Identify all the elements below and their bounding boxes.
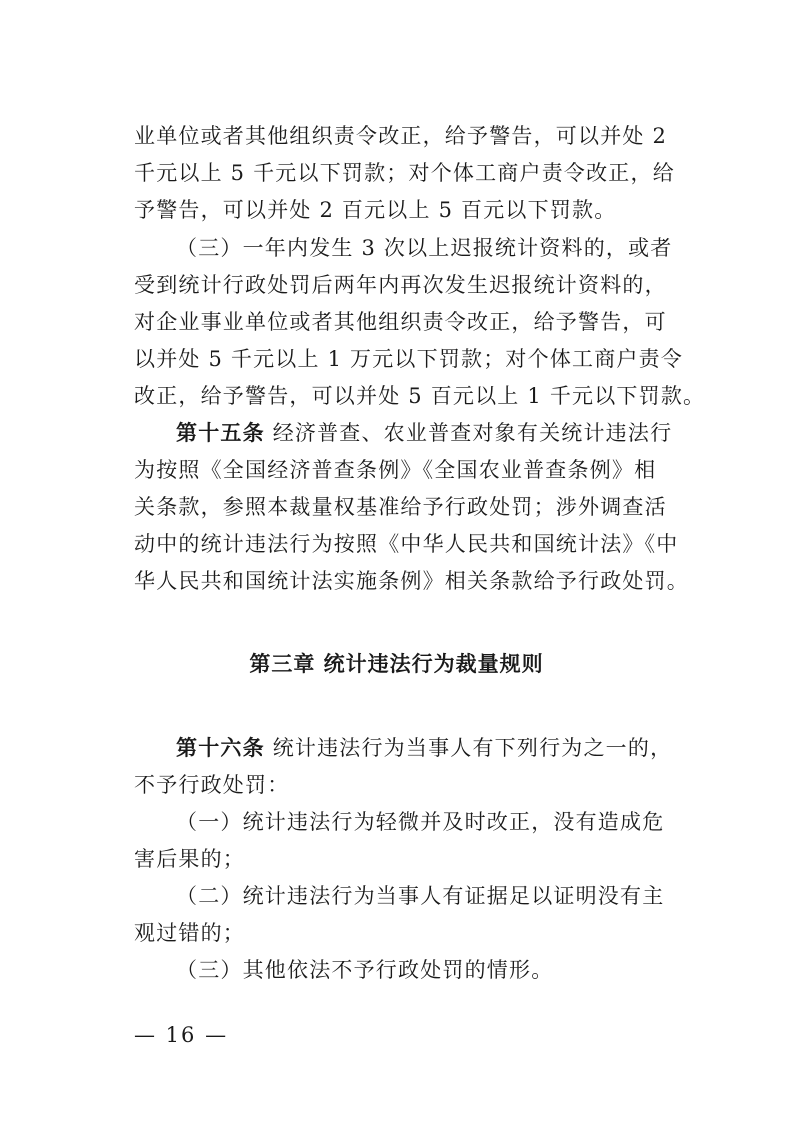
- article-heading: 第十六条: [176, 736, 265, 760]
- list-item-three: （三）其他依法不予行政处罚的情形。: [176, 958, 554, 982]
- list-item-two: （二）统计违法行为当事人有证据足以证明没有主: [176, 884, 665, 908]
- chapter-title: 第三章 统计违法行为裁量规则: [249, 652, 544, 676]
- paragraph-item-three: [134, 230, 706, 415]
- text-line: 受到统计行政处罚后两年内再次发生迟报统计资料的，: [134, 273, 667, 297]
- article-fifteen: [134, 415, 689, 600]
- text-line: 以并处 5 千元以上 1 万元以下罚款；对个体工商户责令: [134, 347, 684, 371]
- text-fragment: 经济普查、农业普查对象有关统计违法行: [264, 421, 673, 445]
- list-item-one: （一）统计违法行为轻微并及时改正，没有造成危: [176, 810, 665, 834]
- text-line: 动中的统计违法行为按照《中华人民共和国统计法》《中: [134, 532, 679, 556]
- text-line: 害后果的；: [134, 847, 245, 871]
- article-first-line: [134, 730, 673, 767]
- text-line: 观过错的；: [134, 921, 245, 945]
- article-heading: 第十五条: [176, 421, 265, 445]
- text-line: （三）一年内发生 3 次以上迟报统计资料的，或者: [176, 236, 673, 260]
- paragraph-continued-penalties: [134, 118, 675, 229]
- text-line: 不予行政处罚：: [134, 773, 290, 797]
- text-line: 关条款，参照本裁量权基准给予行政处罚；涉外调查活: [134, 495, 667, 519]
- text-fragment: 统计违法行为当事人有下列行为之一的，: [264, 736, 673, 760]
- text-line: 业单位或者其他组织责令改正，给予警告，可以并处 2: [134, 124, 668, 148]
- text-line: 予警告，可以并处 2 百元以上 5 百元以下罚款。: [134, 198, 617, 222]
- article-first-line: [134, 415, 673, 452]
- text-line: 千元以上 5 千元以下罚款；对个体工商户责令改正，给: [134, 161, 675, 185]
- text-line: 对企业事业单位或者其他组织责令改正，给予警告，可: [134, 310, 667, 334]
- article-sixteen: [134, 730, 673, 989]
- page-number: — 16 —: [134, 1023, 229, 1047]
- text-line: 改正，给予警告，可以并处 5 百元以上 1 千元以下罚款。: [134, 384, 706, 408]
- text-line: 华人民共和国统计法实施条例》相关条款给予行政处罚。: [134, 569, 689, 593]
- text-line: 为按照《全国经济普查条例》《全国农业普查条例》相: [134, 458, 657, 482]
